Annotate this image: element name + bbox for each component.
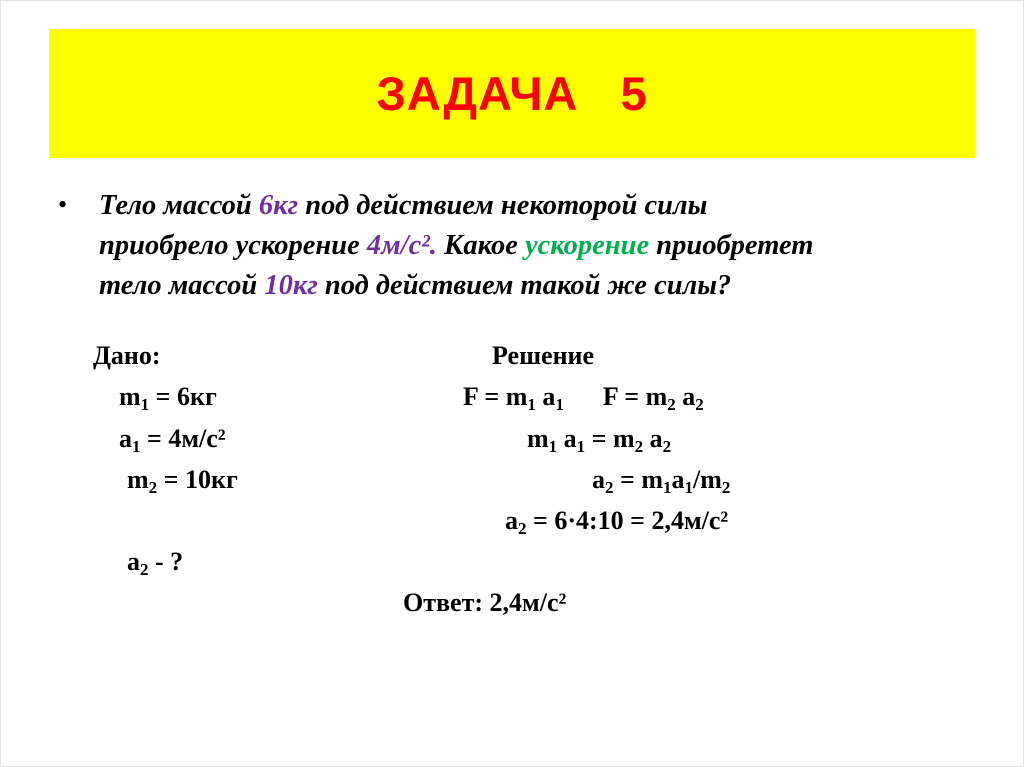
problem-line-1: Тело массой 6кг под действием некоторой силы xyxy=(99,190,708,221)
solution-eq-3: $a_2 = m_1a_1/m_2$ xyxy=(592,465,731,497)
answer: Ответ: 2,4м/с² xyxy=(403,588,567,617)
given-heading: Дано: xyxy=(93,341,161,370)
problem-statement xyxy=(99,186,989,306)
title-banner xyxy=(49,29,975,158)
slide-title: ЗАДАЧА 5 xyxy=(376,67,648,120)
given-mass-2: 10кг xyxy=(264,270,318,301)
problem-line-2: приобрело ускорение 4м/с². Какое ускорение приобретет xyxy=(99,230,814,261)
given-m1: $m_1 = 6кг$ xyxy=(119,382,217,414)
given-a2-unknown: $a_2$ - ? xyxy=(127,547,184,579)
bullet-marker: • xyxy=(58,190,68,219)
solution-heading: Решение xyxy=(492,341,595,370)
solution-eq-1: $F = m_1$ $a_1$ $F = m_2$ $a_2$ xyxy=(463,382,704,414)
given-a1: $a_1 = 4м/с^2$ xyxy=(119,424,226,456)
given-mass-1: 6кг xyxy=(258,190,299,221)
solution-eq-2: $m_1$ $a_1 = m_2$ $a_2$ xyxy=(527,424,672,456)
given-acceleration: 4м/с². xyxy=(366,230,437,261)
given-m2: $m_2 = 10кг$ xyxy=(127,465,238,497)
unknown-word: ускорение xyxy=(524,230,650,261)
problem-line-3: тело массой 10кг под действием такой же силы? xyxy=(99,270,732,301)
solution-eq-4: $a_2$ = 6·4:10 = 2,4м/с² xyxy=(505,506,729,538)
